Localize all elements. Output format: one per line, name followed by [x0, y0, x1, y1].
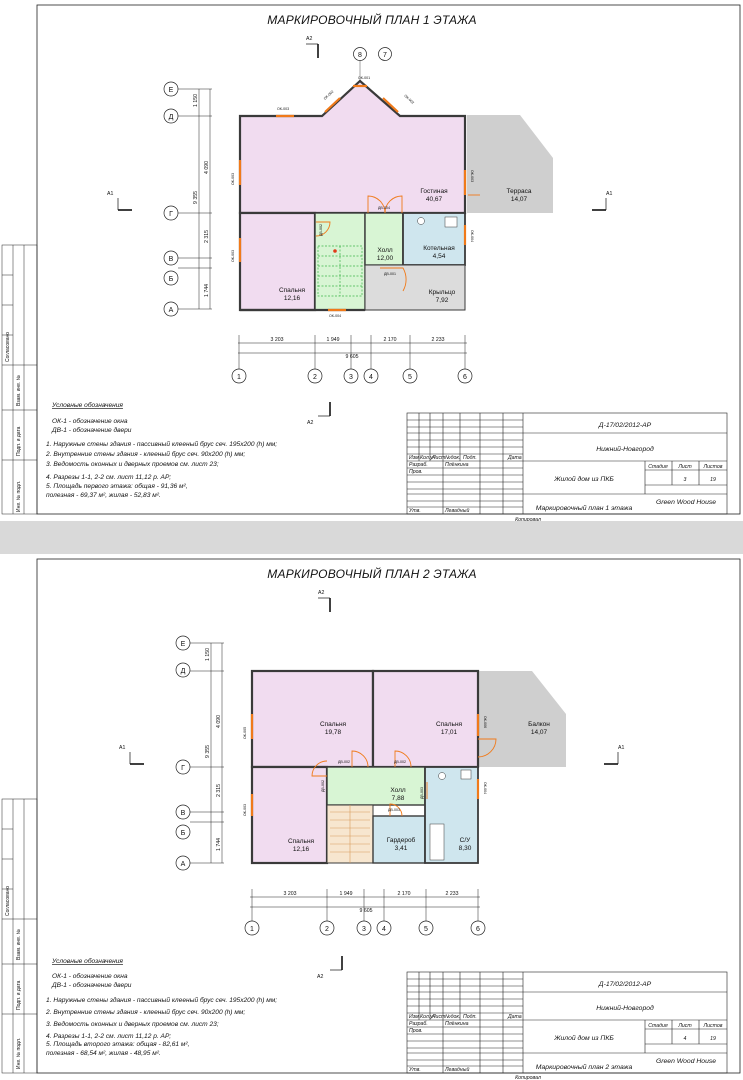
stamp-name: Левадный: [445, 1067, 470, 1073]
section-marker-a2-bottom: [330, 956, 342, 970]
stamp-head: Дата: [508, 455, 522, 461]
axis-label: 4: [369, 374, 373, 381]
dimension-label: 1 744: [216, 838, 222, 851]
axis-label: Г: [169, 211, 173, 218]
axis-label: Б: [180, 830, 186, 837]
window-code: ОК-004: [483, 782, 487, 795]
window-code: ОК-003: [231, 249, 235, 262]
window-code: ОК-004: [329, 314, 342, 318]
sheet-number: 4: [683, 1036, 687, 1042]
note-line: 5. Площадь второго этажа: общая - 82,61 м²,: [46, 1041, 190, 1048]
side-label: Подп. и дата: [16, 980, 22, 1010]
axis-label: Е: [180, 641, 186, 648]
legend-line: ДВ-1 - обозначение двери: [52, 982, 132, 989]
dimension-label: 2 170: [397, 891, 411, 897]
section-label: А2: [307, 420, 314, 426]
window-code: ОК-003: [231, 172, 235, 185]
axis-label: А: [180, 861, 186, 868]
dimension-label: 9 355: [193, 191, 199, 204]
object-name: Жилой дом из ПКБ: [554, 1035, 614, 1042]
legend-line: ОК-1 - обозначение окна: [52, 418, 128, 425]
room-name: Спальня: [319, 721, 347, 728]
stage-head: Стадия: [648, 1023, 668, 1029]
dimension-label: 4 090: [204, 161, 210, 174]
stamp-head: Кол.уч: [420, 1014, 436, 1020]
room-name: Холл: [390, 787, 406, 794]
legend-line: ОК-1 - обозначение окна: [52, 973, 128, 980]
axis-label: В: [180, 810, 186, 817]
note-line: полезная - 69,37 м², жилая - 52,83 м².: [46, 492, 161, 499]
room-area: 8,30: [458, 845, 472, 852]
stage-head: Стадия: [648, 464, 668, 470]
section-label: А2: [317, 974, 324, 980]
stamp-name: Левадный: [445, 508, 470, 514]
toilet-icon: [461, 770, 471, 779]
room-area: 12,00: [376, 255, 394, 262]
porch: [365, 265, 465, 310]
window-code: ОК-003: [470, 170, 474, 183]
room-name: Спальня: [287, 838, 315, 845]
room-area: 4,54: [432, 253, 446, 260]
dimension-label: 2 233: [445, 891, 459, 897]
sheet-title: МАРКИРОВОЧНЫЙ ПЛАН 1 ЭТАЖА: [267, 13, 477, 27]
hall: [327, 767, 425, 805]
section-marker-a1-left: [118, 198, 132, 210]
note-line: 2. Внутренние стены здания - клееный брус сеч. 90x200 (h) мм;: [46, 451, 246, 458]
stamp-head: Лист: [432, 1014, 446, 1020]
stamp-head: Изм.: [409, 455, 421, 461]
room-area: 40,67: [425, 196, 443, 203]
axis-label: 1: [250, 926, 254, 933]
room-area: 19,78: [324, 729, 342, 736]
window-code: ОК-003: [277, 107, 290, 111]
city: Нижний-Новгород: [596, 1005, 654, 1012]
stamp-head: Лист: [432, 455, 446, 461]
room-area: 17,01: [440, 729, 458, 736]
dimension-label: 2 315: [204, 230, 210, 243]
axis-label: 2: [325, 926, 329, 933]
section-marker-a1-right: [604, 752, 618, 764]
stamp-head: Подп.: [463, 1014, 477, 1020]
axis-label: Д: [180, 668, 186, 675]
stamp-head: Подп.: [463, 455, 477, 461]
stamp-role: Разраб.: [409, 462, 428, 468]
bedroom: [252, 767, 327, 863]
dimension-label: 1 150: [205, 648, 211, 661]
room-name: Спальня: [435, 721, 463, 728]
dimension-total: 9 605: [345, 354, 359, 360]
stamp-role: Утв.: [409, 1067, 421, 1073]
dimension-label: 9 355: [205, 745, 211, 758]
company-name: Green Wood House: [655, 499, 717, 506]
stage-head: Лист: [678, 1023, 692, 1029]
note-line: 4. Разрезы 1-1, 2-2 см. лист 11,12 р. АР;: [46, 1033, 172, 1040]
bedroom: [373, 671, 478, 767]
door-code: ДВ-003: [388, 808, 401, 812]
city: Нижний-Новгород: [596, 446, 654, 453]
bathtub-icon: [430, 824, 444, 860]
stamp-head: Кол.уч: [420, 455, 436, 461]
dimension-label: 2 170: [383, 337, 397, 343]
section-label: А2: [306, 36, 313, 42]
note-line: 2. Внутренние стены здания - клееный брус сеч. 90x200 (h) мм;: [46, 1009, 246, 1016]
stamp-head: Дата: [508, 1014, 522, 1020]
room-name: Холл: [377, 247, 393, 254]
dimension-label: 3 203: [283, 891, 297, 897]
side-label: Взам. инв. №: [16, 929, 22, 960]
room-name: Балкон: [528, 721, 550, 728]
room-area: 14,07: [510, 196, 528, 203]
stamp-role: Утв.: [409, 508, 421, 514]
room-area: 12,16: [283, 295, 301, 302]
legend-title: Условные обозначения: [52, 958, 123, 965]
note-line: 4. Разрезы 1-1, 2-2 см. лист 11,12 р. АР;: [46, 474, 172, 481]
axis-label: 5: [424, 926, 428, 933]
room-area: 3,41: [394, 845, 408, 852]
dimension-label: 1 949: [339, 891, 353, 897]
note-line: 1. Наружные стены здания - пассивный клееный брус сеч. 195x200 (h) мм;: [46, 997, 278, 1004]
dimension-label: 1 744: [204, 284, 210, 297]
door-code: ДВ-002: [338, 760, 351, 764]
axis-label: 2: [313, 374, 317, 381]
axis-label: А: [168, 307, 174, 314]
stamp-head: №док.: [445, 1014, 461, 1020]
sink-icon: [439, 773, 446, 780]
section-marker-a1-right: [592, 198, 606, 210]
axis-label: 6: [476, 926, 480, 933]
note-line: полезная - 68,54 м², жилая - 48,95 м².: [46, 1050, 161, 1057]
drawing-sheet-floor-2: [0, 554, 743, 1080]
axis-label: 7: [383, 52, 387, 59]
axis-label: 4: [382, 926, 386, 933]
stair-start-marker: [333, 249, 337, 253]
dimension-label: 3 203: [270, 337, 284, 343]
room-area: 7,92: [435, 297, 449, 304]
section-label: А1: [107, 191, 114, 197]
side-label: Инв. № подл.: [16, 1037, 22, 1069]
axis-label: 3: [349, 374, 353, 381]
section-marker-a2-top: [306, 44, 318, 58]
door-code: ДВ-004: [378, 206, 391, 210]
room-name: Спальня: [278, 287, 306, 294]
stamp-head: Изм.: [409, 1014, 421, 1020]
window-code: ОК-002: [322, 89, 335, 101]
stamp-role: Разраб.: [409, 1021, 428, 1027]
section-marker-a2-bottom: [318, 402, 330, 416]
bedroom: [240, 213, 315, 310]
dimension-label: 1 949: [326, 337, 340, 343]
balcony-area: [478, 671, 566, 767]
door-code: ДВ-002: [319, 223, 323, 236]
door-code: ДВ-003: [420, 786, 424, 799]
section-label: А1: [618, 745, 625, 751]
stage-head: Листов: [703, 464, 723, 470]
bedroom: [252, 671, 373, 767]
legend-title: Условные обозначения: [52, 402, 123, 409]
side-label: Инв. № подл.: [16, 480, 22, 512]
window-code: ОК-004: [470, 230, 474, 243]
note-line: 1. Наружные стены здания - пассивный клееный брус сеч. 195x200 (h) мм;: [46, 441, 278, 448]
axis-label: Е: [168, 87, 174, 94]
window-code: ОК-006: [483, 716, 487, 729]
stamp-name: Плёнкина: [445, 462, 469, 468]
axis-label: 8: [358, 52, 362, 59]
section-label: А1: [606, 191, 613, 197]
legend-line: ДВ-1 - обозначение двери: [52, 427, 132, 434]
dimension-label: 2 315: [216, 784, 222, 797]
axis-label: Д: [168, 114, 174, 121]
sheet-name: Маркировочный план 2 этажа: [535, 1064, 633, 1071]
stamp-name: Плёнкина: [445, 1021, 469, 1027]
door-code: ДВ-002: [394, 760, 407, 764]
window-code: ОК-005: [243, 726, 247, 739]
project-code: Д-17/02/2012-АР: [598, 981, 652, 988]
side-label: Подп. и дата: [16, 426, 22, 456]
dimension-label: 4 090: [216, 715, 222, 728]
section-label: А2: [318, 590, 325, 596]
stage-head: Листов: [703, 1023, 723, 1029]
axis-label: Г: [181, 765, 185, 772]
room-name: Котельная: [423, 245, 455, 252]
stamp-role: Пров.: [409, 469, 423, 475]
sheets-total: 19: [710, 477, 716, 483]
axis-label: Б: [168, 276, 174, 283]
sheets-total: 19: [710, 1036, 716, 1042]
dimension-total: 9 605: [359, 908, 373, 914]
sheet-separator: [0, 521, 743, 554]
object-name: Жилой дом из ПКБ: [554, 476, 614, 483]
side-label: Взам. инв. №: [16, 375, 22, 406]
side-label: Согласовано: [5, 331, 11, 362]
room-area: 12,16: [292, 846, 310, 853]
sheet-title: МАРКИРОВОЧНЫЙ ПЛАН 2 ЭТАЖА: [267, 567, 477, 581]
room-name: С/У: [459, 837, 471, 844]
axis-label: 1: [237, 374, 241, 381]
sink-icon: [418, 218, 425, 225]
section-marker-a1-left: [130, 752, 144, 764]
axis-label: В: [168, 256, 174, 263]
window-code: ОК-001: [358, 76, 371, 80]
stamp-head: №док.: [445, 455, 461, 461]
note-line: 3. Ведомость оконных и дверных проемов см. лист 23;: [46, 461, 219, 468]
window-code: ОК-003: [243, 803, 247, 816]
stage-head: Лист: [678, 464, 692, 470]
axis-label: 5: [408, 374, 412, 381]
axis-label: 6: [463, 374, 467, 381]
room-name: Терраса: [506, 188, 532, 195]
note-line: 5. Площадь первого этажа: общая - 91,36 м²,: [46, 483, 188, 490]
door-code: ДВ-001: [384, 272, 397, 276]
copied-by: Копировал: [515, 1075, 541, 1080]
company-name: Green Wood House: [655, 1058, 717, 1065]
sheet-number: 3: [683, 477, 687, 483]
boiler-icon: [445, 217, 457, 227]
room-area: 14,07: [530, 729, 548, 736]
section-marker-a2-top: [318, 598, 330, 612]
room-name: Гардероб: [386, 837, 416, 844]
sheet-name: Маркировочный план 1 этажа: [535, 505, 633, 512]
axis-label: 3: [362, 926, 366, 933]
stamp-role: Пров.: [409, 1028, 423, 1034]
window-code: ОК-002: [403, 93, 415, 105]
copied-by: Копировал: [515, 517, 541, 521]
door-code: ДВ-002: [321, 779, 325, 792]
section-label: А1: [119, 745, 126, 751]
project-code: Д-17/02/2012-АР: [598, 422, 652, 429]
dimension-label: 2 233: [431, 337, 445, 343]
drawing-sheet-floor-1: [0, 0, 743, 521]
side-label: Согласовано: [5, 885, 11, 916]
room-name: Гостиная: [420, 188, 448, 195]
room-area: 7,88: [391, 795, 405, 802]
room-name: Крыльцо: [428, 289, 456, 296]
dimension-label: 1 150: [193, 94, 199, 107]
note-line: 3. Ведомость оконных и дверных проемов см. лист 23;: [46, 1021, 219, 1028]
